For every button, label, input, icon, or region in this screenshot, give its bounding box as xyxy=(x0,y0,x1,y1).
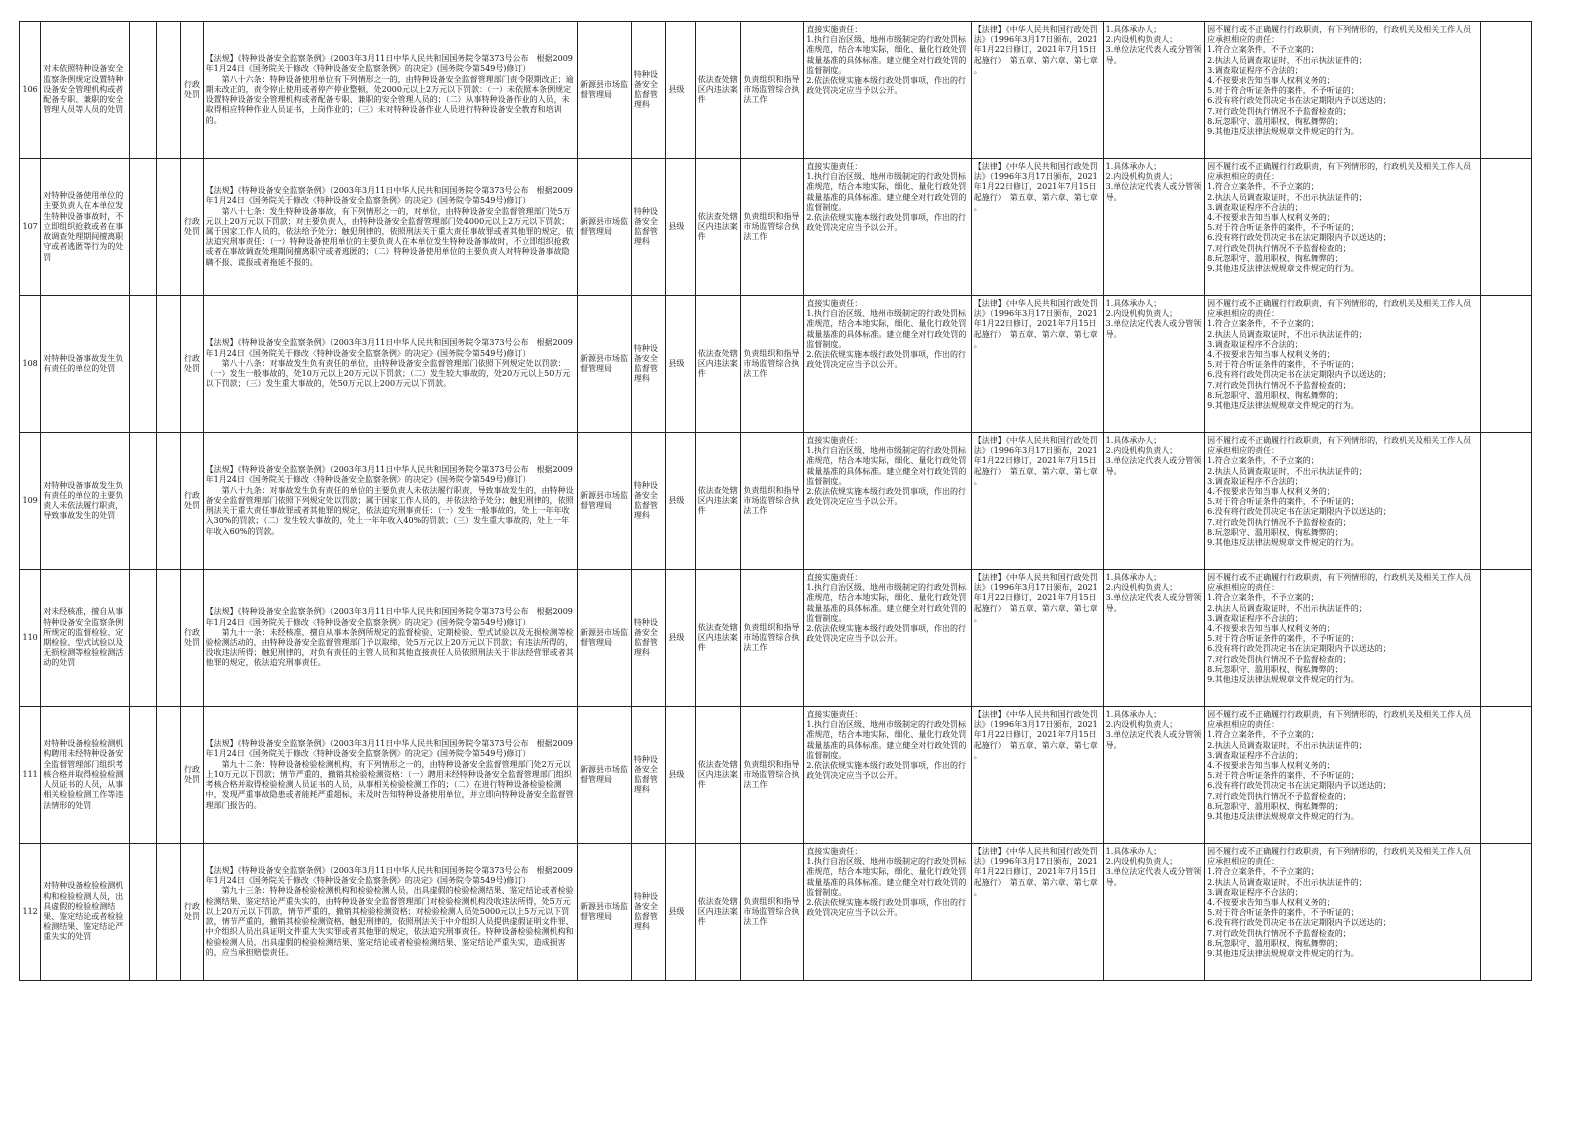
responsible-person-line: 2.内设机构负责人； xyxy=(1105,583,1178,593)
responsible-person-line: 3.单位法定代表人或分管领导。 xyxy=(1105,867,1202,887)
accountability-case-line: 3.调查取证程序不合法的； xyxy=(1207,887,1303,897)
implementing-org-cell: 新源县市场监督管理局 xyxy=(578,22,632,159)
legal-basis-cell xyxy=(203,844,577,981)
implementing-org-cell: 新源县市场监督管理局 xyxy=(578,707,632,844)
accountability-case-line: 因不履行或不正确履行行政职责，有下列情形的，行政机关及相关工作人员应承担相应的责任： xyxy=(1207,710,1472,730)
accountability-case-line: 4.不按要求告知当事人权利义务的； xyxy=(1207,624,1335,634)
accountability-case-line: 1.符合立案条件，不予立案的； xyxy=(1207,319,1319,329)
legal-basis-cell xyxy=(203,22,577,159)
legal-basis-cell xyxy=(203,296,577,433)
responsibility-line: 1.执行自治区级、地州市级制定的行政处罚标准规范，结合本地实际，细化、量化行政处罚裁量基准的具体标准。建立健全对行政处罚的监督制度。 xyxy=(806,309,967,349)
accountability-law: 【法律】《中华人民共和国行政处罚法》（1996年3月17日颁布，2021年1月22日修订，2021年7月15日起施行） 第五章、第六章、第七章 xyxy=(973,162,1098,202)
responsible-person-line: 3.单位法定代表人或分管领导。 xyxy=(1105,182,1202,202)
code-cell xyxy=(156,433,180,570)
item-type-cell: 行政处罚 xyxy=(181,159,203,296)
basis-article: 第八十七条：发生特种设备事故，有下列情形之一的，对单位，由特种设备安全监督管理部门处5万元以上20万元以下罚款；对主要负责人，由特种设备安全监督管理部门处4000元以上2万元以下罚款；属于国家工作人员的，依法给予处分；触犯刑律的，依照刑法关于重大责任事故罪或者其他罪的规定，依法追究刑事责任：（一）特种设备使用单位的主要负责人在本单位发生特种设备事故时，不立即组织抢救或者在事故调查处理期间擅离职守或者逃匿的；（二）特种设备使用单位的主要负责人对特种设备事故隐瞒不报、谎报或者拖延不报的。 xyxy=(205,206,574,267)
accountability-mark: 。 xyxy=(973,887,982,897)
responsible-dept-cell: 特种设备安全监督管理科 xyxy=(631,433,666,570)
accountability-case-line: 8.玩忽职守、滥用职权、徇私舞弊的； xyxy=(1207,390,1343,400)
accountability-case-line: 2.执法人员调查取证时，不出示执法证件的； xyxy=(1207,603,1367,613)
accountability-case-line: 9.其他违反法律法规规章文件规定的行为。 xyxy=(1207,675,1359,685)
item-name-cell: 对特种设备检验检测机构聘用未经特种设备安全监督管理部门组织考核合格并取得检验检测人员证书的人员，从事相关检验检测工作等违法情形的处罚 xyxy=(41,707,129,844)
accountability-case-line: 3.调查取证程序不合法的； xyxy=(1207,750,1303,760)
responsibility-line: 直接实施责任： xyxy=(806,847,863,856)
table-row xyxy=(20,22,1532,159)
item-type-cell: 行政处罚 xyxy=(181,22,203,159)
exercise-level-cell: 县级 xyxy=(666,707,695,844)
responsible-person-line: 2.内设机构负责人； xyxy=(1105,446,1178,456)
sub-item-cell xyxy=(129,570,156,707)
accountability-case-line: 3.调查取证程序不合法的； xyxy=(1207,476,1303,486)
responsibility-line: 2.依法依规实施本级行政处罚事项，作出的行政处罚决定应当予以公开。 xyxy=(806,350,966,370)
accountability-case-line: 4.不按要求告知当事人权利义务的； xyxy=(1207,350,1335,360)
remarks-cell xyxy=(1481,296,1532,433)
basis-article: 第八十六条：特种设备使用单位有下列情形之一的，由特种设备安全监督管理部门责令限期改正；逾期未改正的，责令停止使用或者停产停业整顿，处2000元以上2万元以下罚款：（一）未依照本条例规定设置特种设备安全管理机构或者配备专职、兼职的安全管理人员的；（二）从事特种设备作业的人员，未取得相应特种作业人员证书，上岗作业的；（三）未对特种设备作业人员进行特种设备安全教育和培训的。 xyxy=(205,74,574,125)
accountability-cases-cell xyxy=(1205,22,1481,159)
responsibility-line: 2.依法依规实施本级行政处罚事项，作出的行政处罚决定应当予以公开。 xyxy=(806,898,966,918)
accountability-case-line: 5.对于符合听证条件的案件，不予听证的； xyxy=(1207,360,1359,370)
accountability-case-line: 6.没有将行政处罚决定书在法定期限内予以送达的； xyxy=(1207,918,1391,928)
accountability-case-line: 1.符合立案条件，不予立案的； xyxy=(1207,867,1319,877)
responsible-person-line: 1.具体承办人； xyxy=(1105,25,1162,34)
accountability-case-line: 4.不按要求告知当事人权利义务的； xyxy=(1207,898,1335,908)
accountability-case-line: 因不履行或不正确履行行政职责，有下列情形的，行政机关及相关工作人员应承担相应的责任： xyxy=(1207,162,1472,182)
accountability-case-line: 3.调查取证程序不合法的； xyxy=(1207,613,1303,623)
accountability-case-line: 因不履行或不正确履行行政职责，有下列情形的，行政机关及相关工作人员应承担相应的责任： xyxy=(1207,847,1472,867)
implementing-org-cell: 新源县市场监督管理局 xyxy=(578,296,632,433)
responsible-persons-cell xyxy=(1103,844,1204,981)
remarks-cell xyxy=(1481,707,1532,844)
accountability-case-line: 因不履行或不正确履行行政职责，有下列情形的，行政机关及相关工作人员应承担相应的责任： xyxy=(1207,299,1472,319)
responsibility-line: 直接实施责任： xyxy=(806,162,863,171)
accountability-case-line: 5.对于符合听证条件的案件，不予听证的； xyxy=(1207,497,1359,507)
accountability-case-line: 3.调查取证程序不合法的； xyxy=(1207,65,1303,75)
accountability-case-line: 8.玩忽职守、滥用职权、徇私舞弊的； xyxy=(1207,801,1343,811)
accountability-cases-cell xyxy=(1205,570,1481,707)
responsible-dept-cell: 特种设备安全监督管理科 xyxy=(631,570,666,707)
scope-cell: 依法查处辖区内违法案件 xyxy=(695,570,741,707)
duty-cell: 负责组织和指导市场监管综合执法工作 xyxy=(741,570,804,707)
basis-article: 第九十三条：特种设备检验检测机构和检验检测人员，出具虚假的检验检测结果、鉴定结论或者检验检测结果、鉴定结论严重失实的，由特种设备安全监督管理部门对检验检测机构没收违法所得，处5万元以上20万元以下罚款，情节严重的，撤销其检验检测资格；对检验检测人员处5000元以上5万元以下罚款，情节严重的，撤销其检验检测资格，触犯刑律的，依照刑法关于中介组织人员提供虚假证明文件罪、中介组织人员出具证明文件重大失实罪或者其他罪的规定，依法追究刑事责任。特种设备检验检测机构和检验检测人员，出具虚假的检验检测结果、鉴定结论或者检验检测结果、鉴定结论严重失实，造成损害的，应当承担赔偿责任。 xyxy=(205,886,574,957)
responsible-person-line: 1.具体承办人； xyxy=(1105,436,1162,445)
duty-cell: 负责组织和指导市场监管综合执法工作 xyxy=(741,22,804,159)
basis-heading: 【法规】《特种设备安全监察条例》（2003年3月11日中华人民共和国国务院令第373号公布 根据2009年1月24日《国务院关于修改〈特种设备安全监察条例〉的决定》(国务院令第549号)修订） xyxy=(205,866,573,886)
accountability-cases-cell xyxy=(1205,159,1481,296)
scope-cell: 依法查处辖区内违法案件 xyxy=(695,844,741,981)
responsibility-cell xyxy=(804,433,971,570)
accountability-law: 【法律】《中华人民共和国行政处罚法》（1996年3月17日颁布，2021年1月22日修订，2021年7月15日起施行） 第五章、第六章、第七章 xyxy=(973,710,1098,750)
accountability-case-line: 7.对行政处罚执行情况不予监督检查的； xyxy=(1207,517,1351,527)
basis-article: 第八十八条：对事故发生负有责任的单位，由特种设备安全监督管理部门依照下列规定处以罚款：（一）发生一般事故的，处10万元以上20万元以下罚款；（二）发生较大事故的，处20万元以上50万元以下罚款；（三）发生重大事故的，处50万元以上200万元以下罚款。 xyxy=(205,358,571,389)
accountability-law: 【法律】《中华人民共和国行政处罚法》（1996年3月17日颁布，2021年1月22日修订，2021年7月15日起施行） 第五章、第六章、第七章 xyxy=(973,847,1098,887)
accountability-case-line: 7.对行政处罚执行情况不予监督检查的； xyxy=(1207,380,1351,390)
remarks-cell xyxy=(1481,570,1532,707)
exercise-level-cell: 县级 xyxy=(666,433,695,570)
responsibility-cell xyxy=(804,159,971,296)
sub-item-cell xyxy=(129,296,156,433)
remarks-cell xyxy=(1481,433,1532,570)
accountability-case-line: 5.对于符合听证条件的案件，不予听证的； xyxy=(1207,771,1359,781)
remarks-cell xyxy=(1481,22,1532,159)
accountability-case-line: 2.执法人员调查取证时，不出示执法证件的； xyxy=(1207,877,1367,887)
accountability-case-line: 4.不按要求告知当事人权利义务的； xyxy=(1207,487,1335,497)
responsible-person-line: 1.具体承办人； xyxy=(1105,710,1162,719)
item-number-cell: 107 xyxy=(20,159,41,296)
responsibility-line: 直接实施责任： xyxy=(806,436,863,445)
accountability-case-line: 6.没有将行政处罚决定书在法定期限内予以送达的； xyxy=(1207,781,1391,791)
responsibility-line: 2.依法依规实施本级行政处罚事项，作出的行政处罚决定应当予以公开。 xyxy=(806,624,966,644)
accountability-case-line: 9.其他违反法律法规规章文件规定的行为。 xyxy=(1207,812,1359,822)
rights-list-table xyxy=(19,21,1532,981)
sub-item-cell xyxy=(129,433,156,570)
accountability-case-line: 2.执法人员调查取证时，不出示执法证件的； xyxy=(1207,55,1367,65)
accountability-case-line: 7.对行政处罚执行情况不予监督检查的； xyxy=(1207,243,1351,253)
accountability-case-line: 4.不按要求告知当事人权利义务的； xyxy=(1207,761,1335,771)
accountability-case-line: 7.对行政处罚执行情况不予监督检查的； xyxy=(1207,791,1351,801)
item-type-cell: 行政处罚 xyxy=(181,707,203,844)
accountability-case-line: 1.符合立案条件，不予立案的； xyxy=(1207,182,1319,192)
accountability-case-line: 9.其他违反法律法规规章文件规定的行为。 xyxy=(1207,264,1359,274)
responsible-person-line: 2.内设机构负责人； xyxy=(1105,720,1178,730)
responsible-dept-cell: 特种设备安全监督管理科 xyxy=(631,22,666,159)
accountability-law: 【法律】《中华人民共和国行政处罚法》（1996年3月17日颁布，2021年1月22日修订，2021年7月15日起施行） 第五章、第六章、第七章 xyxy=(973,299,1098,339)
item-number-cell: 111 xyxy=(20,707,41,844)
responsibility-line: 1.执行自治区级、地州市级制定的行政处罚标准规范，结合本地实际，细化、量化行政处罚裁量基准的具体标准。建立健全对行政处罚的监督制度。 xyxy=(806,583,967,623)
responsible-persons-cell xyxy=(1103,570,1204,707)
accountability-basis-cell xyxy=(971,433,1103,570)
accountability-cases-cell xyxy=(1205,707,1481,844)
responsible-person-line: 1.具体承办人； xyxy=(1105,847,1162,856)
duty-cell: 负责组织和指导市场监管综合执法工作 xyxy=(741,433,804,570)
responsible-person-line: 1.具体承办人； xyxy=(1105,162,1162,171)
accountability-case-line: 1.符合立案条件，不予立案的； xyxy=(1207,730,1319,740)
accountability-cases-cell xyxy=(1205,433,1481,570)
accountability-case-line: 8.玩忽职守、滥用职权、徇私舞弊的； xyxy=(1207,938,1343,948)
responsibility-line: 1.执行自治区级、地州市级制定的行政处罚标准规范，结合本地实际，细化、量化行政处罚裁量基准的具体标准。建立健全对行政处罚的监督制度。 xyxy=(806,172,967,212)
table-row xyxy=(20,433,1532,570)
accountability-case-line: 因不履行或不正确履行行政职责，有下列情形的，行政机关及相关工作人员应承担相应的责任： xyxy=(1207,573,1472,593)
basis-heading: 【法规】《特种设备安全监察条例》（2003年3月11日中华人民共和国国务院令第373号公布 根据2009年1月24日《国务院关于修改〈特种设备安全监察条例〉的决定》(国务院令第549号)修订） xyxy=(205,739,573,759)
accountability-case-line: 5.对于符合听证条件的案件，不予听证的； xyxy=(1207,223,1359,233)
item-name-cell: 对特种设备使用单位的主要负责人在本单位发生特种设备事故时，不立即组织抢救或者在事故调查处理期间擅离职守或者逃匿等行为的处罚 xyxy=(41,159,129,296)
accountability-case-line: 9.其他违反法律法规规章文件规定的行为。 xyxy=(1207,127,1359,137)
item-type-cell: 行政处罚 xyxy=(181,570,203,707)
implementing-org-cell: 新源县市场监督管理局 xyxy=(578,570,632,707)
basis-heading: 【法规】《特种设备安全监察条例》（2003年3月11日中华人民共和国国务院令第373号公布 根据2009年1月24日《国务院关于修改〈特种设备安全监察条例〉的决定》(国务院令第549号)修订） xyxy=(205,338,573,358)
accountability-case-line: 6.没有将行政处罚决定书在法定期限内予以送达的； xyxy=(1207,233,1391,243)
accountability-case-line: 6.没有将行政处罚决定书在法定期限内予以送达的； xyxy=(1207,96,1391,106)
responsible-person-line: 3.单位法定代表人或分管领导。 xyxy=(1105,456,1202,476)
item-type-cell: 行政处罚 xyxy=(181,433,203,570)
responsibility-cell xyxy=(804,707,971,844)
item-name-cell: 对特种设备检验检测机构和检验检测人员，出具虚假的检验检测结果、鉴定结论或者检验检测结果、鉴定结论严重失实的处罚 xyxy=(41,844,129,981)
accountability-basis-cell xyxy=(971,22,1103,159)
exercise-level-cell: 县级 xyxy=(666,844,695,981)
code-cell xyxy=(156,570,180,707)
item-number-cell: 108 xyxy=(20,296,41,433)
accountability-case-line: 6.没有将行政处罚决定书在法定期限内予以送达的； xyxy=(1207,370,1391,380)
accountability-case-line: 2.执法人员调查取证时，不出示执法证件的； xyxy=(1207,329,1367,339)
responsible-person-line: 2.内设机构负责人； xyxy=(1105,35,1178,45)
basis-heading: 【法规】《特种设备安全监察条例》（2003年3月11日中华人民共和国国务院令第373号公布 根据2009年1月24日《国务院关于修改〈特种设备安全监察条例〉的决定》(国务院令第549号)修订） xyxy=(205,607,573,627)
accountability-mark: 。 xyxy=(973,202,982,212)
table-row xyxy=(20,707,1532,844)
accountability-basis-cell xyxy=(971,296,1103,433)
accountability-law: 【法律】《中华人民共和国行政处罚法》（1996年3月17日颁布，2021年1月22日修订，2021年7月15日起施行） 第五章、第六章、第七章 xyxy=(973,573,1098,613)
legal-basis-cell xyxy=(203,433,577,570)
accountability-case-line: 1.符合立案条件，不予立案的； xyxy=(1207,593,1319,603)
sub-item-cell xyxy=(129,844,156,981)
table-row xyxy=(20,570,1532,707)
remarks-cell xyxy=(1481,844,1532,981)
accountability-mark: 。 xyxy=(973,476,982,486)
responsibility-line: 1.执行自治区级、地州市级制定的行政处罚标准规范，结合本地实际，细化、量化行政处罚裁量基准的具体标准。建立健全对行政处罚的监督制度。 xyxy=(806,720,967,760)
responsible-person-line: 3.单位法定代表人或分管领导。 xyxy=(1105,730,1202,750)
responsibility-line: 2.依法依规实施本级行政处罚事项，作出的行政处罚决定应当予以公开。 xyxy=(806,761,966,781)
responsibility-line: 2.依法依规实施本级行政处罚事项，作出的行政处罚决定应当予以公开。 xyxy=(806,76,966,96)
sub-item-cell xyxy=(129,707,156,844)
item-name-cell: 对未经核准，擅自从事特种设备安全监察条例所规定的监督检验、定期检验、型式试验以及无损检测等检验检测活动的处罚 xyxy=(41,570,129,707)
accountability-case-line: 4.不按要求告知当事人权利义务的； xyxy=(1207,76,1335,86)
sub-item-cell xyxy=(129,159,156,296)
exercise-level-cell: 县级 xyxy=(666,22,695,159)
exercise-level-cell: 县级 xyxy=(666,296,695,433)
item-type-cell: 行政处罚 xyxy=(181,296,203,433)
exercise-level-cell: 县级 xyxy=(666,159,695,296)
accountability-case-line: 9.其他违反法律法规规章文件规定的行为。 xyxy=(1207,401,1359,411)
accountability-cases-cell xyxy=(1205,844,1481,981)
table-row xyxy=(20,159,1532,296)
accountability-case-line: 5.对于符合听证条件的案件，不予听证的； xyxy=(1207,634,1359,644)
accountability-case-line: 1.符合立案条件，不予立案的； xyxy=(1207,456,1319,466)
responsible-dept-cell: 特种设备安全监督管理科 xyxy=(631,296,666,433)
basis-heading: 【法规】《特种设备安全监察条例》（2003年3月11日中华人民共和国国务院令第373号公布 根据2009年1月24日《国务院关于修改〈特种设备安全监察条例〉的决定》(国务院令第549号)修订） xyxy=(205,54,573,74)
basis-heading: 【法规】《特种设备安全监察条例》（2003年3月11日中华人民共和国国务院令第373号公布 根据2009年1月24日《国务院关于修改〈特种设备安全监察条例〉的决定》(国务院令第549号)修订） xyxy=(205,465,573,485)
accountability-basis-cell xyxy=(971,570,1103,707)
accountability-mark: 。 xyxy=(973,65,982,75)
accountability-case-line: 8.玩忽职守、滥用职权、徇私舞弊的； xyxy=(1207,527,1343,537)
responsible-persons-cell xyxy=(1103,22,1204,159)
accountability-case-line: 3.调查取证程序不合法的； xyxy=(1207,339,1303,349)
accountability-cases-cell xyxy=(1205,296,1481,433)
responsibility-line: 1.执行自治区级、地州市级制定的行政处罚标准规范，结合本地实际，细化、量化行政处罚裁量基准的具体标准。建立健全对行政处罚的监督制度。 xyxy=(806,857,967,897)
responsibility-cell xyxy=(804,570,971,707)
accountability-case-line: 因不履行或不正确履行行政职责，有下列情形的，行政机关及相关工作人员应承担相应的责任： xyxy=(1207,436,1472,456)
accountability-case-line: 3.调查取证程序不合法的； xyxy=(1207,202,1303,212)
table-row xyxy=(20,296,1532,433)
responsible-person-line: 1.具体承办人； xyxy=(1105,573,1162,582)
item-number-cell: 109 xyxy=(20,433,41,570)
item-number-cell: 110 xyxy=(20,570,41,707)
code-cell xyxy=(156,707,180,844)
responsibility-line: 2.依法依规实施本级行政处罚事项，作出的行政处罚决定应当予以公开。 xyxy=(806,213,966,233)
item-type-cell: 行政处罚 xyxy=(181,844,203,981)
code-cell xyxy=(156,844,180,981)
responsible-person-line: 3.单位法定代表人或分管领导。 xyxy=(1105,593,1202,613)
accountability-basis-cell xyxy=(971,159,1103,296)
basis-heading: 【法规】《特种设备安全监察条例》（2003年3月11日中华人民共和国国务院令第373号公布 根据2009年1月24日《国务院关于修改〈特种设备安全监察条例〉的决定》(国务院令第549号)修订） xyxy=(205,186,573,206)
responsible-dept-cell: 特种设备安全监督管理科 xyxy=(631,707,666,844)
responsible-person-line: 1.具体承办人； xyxy=(1105,299,1162,308)
sub-item-cell xyxy=(129,22,156,159)
responsible-person-line: 2.内设机构负责人； xyxy=(1105,309,1178,319)
accountability-case-line: 6.没有将行政处罚决定书在法定期限内予以送达的； xyxy=(1207,507,1391,517)
scope-cell: 依法查处辖区内违法案件 xyxy=(695,707,741,844)
responsible-dept-cell: 特种设备安全监督管理科 xyxy=(631,844,666,981)
legal-basis-cell xyxy=(203,570,577,707)
implementing-org-cell: 新源县市场监督管理局 xyxy=(578,844,632,981)
code-cell xyxy=(156,22,180,159)
scope-cell: 依法查处辖区内违法案件 xyxy=(695,433,741,570)
duty-cell: 负责组织和指导市场监管综合执法工作 xyxy=(741,844,804,981)
basis-article: 第八十九条：对事故发生负有责任的单位的主要负责人未依法履行职责，导致事故发生的，由特种设备安全监督管理部门依照下列规定处以罚款；属于国家工作人员的，并依法给予处分；触犯刑律的，依照刑法关于重大责任事故罪或者其他罪的规定，依法追究刑事责任：（一）发生一般事故的，处上一年年收入30%的罚款；（二）发生较大事故的，处上一年年收入40%的罚款；（三）发生重大事故的，处上一年年收入60%的罚款。 xyxy=(205,485,574,536)
exercise-level-cell: 县级 xyxy=(666,570,695,707)
accountability-case-line: 9.其他违反法律法规规章文件规定的行为。 xyxy=(1207,949,1359,959)
accountability-case-line: 6.没有将行政处罚决定书在法定期限内予以送达的； xyxy=(1207,644,1391,654)
scope-cell: 依法查处辖区内违法案件 xyxy=(695,296,741,433)
accountability-case-line: 7.对行政处罚执行情况不予监督检查的； xyxy=(1207,654,1351,664)
code-cell xyxy=(156,296,180,433)
legal-basis-cell xyxy=(203,159,577,296)
responsibility-line: 直接实施责任： xyxy=(806,710,863,719)
responsibility-cell xyxy=(804,296,971,433)
item-name-cell: 对特种设备事故发生负有责任的单位的主要负责人未依法履行职责，导致事故发生的处罚 xyxy=(41,433,129,570)
responsibility-cell xyxy=(804,844,971,981)
responsibility-line: 2.依法依规实施本级行政处罚事项，作出的行政处罚决定应当予以公开。 xyxy=(806,487,966,507)
code-cell xyxy=(156,159,180,296)
remarks-cell xyxy=(1481,159,1532,296)
scope-cell: 依法查处辖区内违法案件 xyxy=(695,159,741,296)
accountability-case-line: 5.对于符合听证条件的案件，不予听证的； xyxy=(1207,86,1359,96)
implementing-org-cell: 新源县市场监督管理局 xyxy=(578,159,632,296)
responsible-persons-cell xyxy=(1103,159,1204,296)
responsible-persons-cell xyxy=(1103,707,1204,844)
accountability-case-line: 2.执法人员调查取证时，不出示执法证件的； xyxy=(1207,192,1367,202)
accountability-mark: 。 xyxy=(973,339,982,349)
responsible-person-line: 3.单位法定代表人或分管领导。 xyxy=(1105,319,1202,339)
accountability-basis-cell xyxy=(971,707,1103,844)
responsible-person-line: 3.单位法定代表人或分管领导。 xyxy=(1105,45,1202,65)
responsible-person-line: 2.内设机构负责人； xyxy=(1105,857,1178,867)
accountability-mark: 。 xyxy=(973,613,982,623)
accountability-case-line: 2.执法人员调查取证时，不出示执法证件的； xyxy=(1207,466,1367,476)
accountability-case-line: 1.符合立案条件，不予立案的； xyxy=(1207,45,1319,55)
responsible-person-line: 2.内设机构负责人； xyxy=(1105,172,1178,182)
accountability-case-line: 4.不按要求告知当事人权利义务的； xyxy=(1207,213,1335,223)
accountability-case-line: 7.对行政处罚执行情况不予监督检查的； xyxy=(1207,106,1351,116)
duty-cell: 负责组织和指导市场监管综合执法工作 xyxy=(741,296,804,433)
responsibility-line: 直接实施责任： xyxy=(806,573,863,582)
accountability-mark: 。 xyxy=(973,750,982,760)
scope-cell: 依法查处辖区内违法案件 xyxy=(695,22,741,159)
item-number-cell: 106 xyxy=(20,22,41,159)
accountability-case-line: 8.玩忽职守、滥用职权、徇私舞弊的； xyxy=(1207,253,1343,263)
accountability-law: 【法律】《中华人民共和国行政处罚法》（1996年3月17日颁布，2021年1月22日修订，2021年7月15日起施行） 第五章、第六章、第七章 xyxy=(973,25,1098,65)
responsibility-line: 1.执行自治区级、地州市级制定的行政处罚标准规范，结合本地实际，细化、量化行政处罚裁量基准的具体标准。建立健全对行政处罚的监督制度。 xyxy=(806,35,967,75)
accountability-case-line: 8.玩忽职守、滥用职权、徇私舞弊的； xyxy=(1207,664,1343,674)
responsible-persons-cell xyxy=(1103,296,1204,433)
legal-basis-cell xyxy=(203,707,577,844)
accountability-case-line: 9.其他违反法律法规规章文件规定的行为。 xyxy=(1207,538,1359,548)
responsible-persons-cell xyxy=(1103,433,1204,570)
accountability-case-line: 2.执法人员调查取证时，不出示执法证件的； xyxy=(1207,740,1367,750)
responsibility-line: 直接实施责任： xyxy=(806,25,863,34)
duty-cell: 负责组织和指导市场监管综合执法工作 xyxy=(741,707,804,844)
basis-article: 第九十一条：未经核准，擅自从事本条例所规定的监督检验、定期检验、型式试验以及无损检测等检验检测活动的，由特种设备安全监督管理部门予以取缔，处5万元以上20万元以下罚款；有违法所得的，没收违法所得；触犯刑律的，对负有责任的主管人员和其他直接责任人员依照刑法关于非法经营罪或者其他罪的规定，依法追究刑事责任。 xyxy=(205,627,574,668)
table-row xyxy=(20,844,1532,981)
basis-article: 第九十二条：特种设备检验检测机构，有下列情形之一的，由特种设备安全监督管理部门处2万元以上10万元以下罚款；情节严重的，撤销其检验检测资格：（一）聘用未经特种设备安全监督管理部门组织考核合格并取得检验检测人员证书的人员，从事相关检验检测工作的；（二）在进行特种设备检验检测中，发现严重事故隐患或者能耗严重超标，未及时告知特种设备使用单位，并立即向特种设备安全监督管理部门报告的。 xyxy=(205,759,574,810)
duty-cell: 负责组织和指导市场监管综合执法工作 xyxy=(741,159,804,296)
responsibility-cell xyxy=(804,22,971,159)
implementing-org-cell: 新源县市场监督管理局 xyxy=(578,433,632,570)
accountability-case-line: 7.对行政处罚执行情况不予监督检查的； xyxy=(1207,928,1351,938)
accountability-basis-cell xyxy=(971,844,1103,981)
accountability-case-line: 8.玩忽职守、滥用职权、徇私舞弊的； xyxy=(1207,116,1343,126)
accountability-case-line: 因不履行或不正确履行行政职责，有下列情形的，行政机关及相关工作人员应承担相应的责任： xyxy=(1207,25,1472,45)
item-number-cell: 112 xyxy=(20,844,41,981)
item-name-cell: 对未依照特种设备安全监察条例规定设置特种设备安全管理机构或者配备专职、兼职的安全管理人员等人员的处罚 xyxy=(41,22,129,159)
responsible-dept-cell: 特种设备安全监督管理科 xyxy=(631,159,666,296)
accountability-case-line: 5.对于符合听证条件的案件，不予听证的； xyxy=(1207,908,1359,918)
item-name-cell: 对特种设备事故发生负有责任的单位的处罚 xyxy=(41,296,129,433)
responsibility-line: 直接实施责任： xyxy=(806,299,863,308)
accountability-law: 【法律】《中华人民共和国行政处罚法》（1996年3月17日颁布，2021年1月22日修订，2021年7月15日起施行） 第五章、第六章、第七章 xyxy=(973,436,1098,476)
responsibility-line: 1.执行自治区级、地州市级制定的行政处罚标准规范，结合本地实际，细化、量化行政处罚裁量基准的具体标准。建立健全对行政处罚的监督制度。 xyxy=(806,446,967,486)
